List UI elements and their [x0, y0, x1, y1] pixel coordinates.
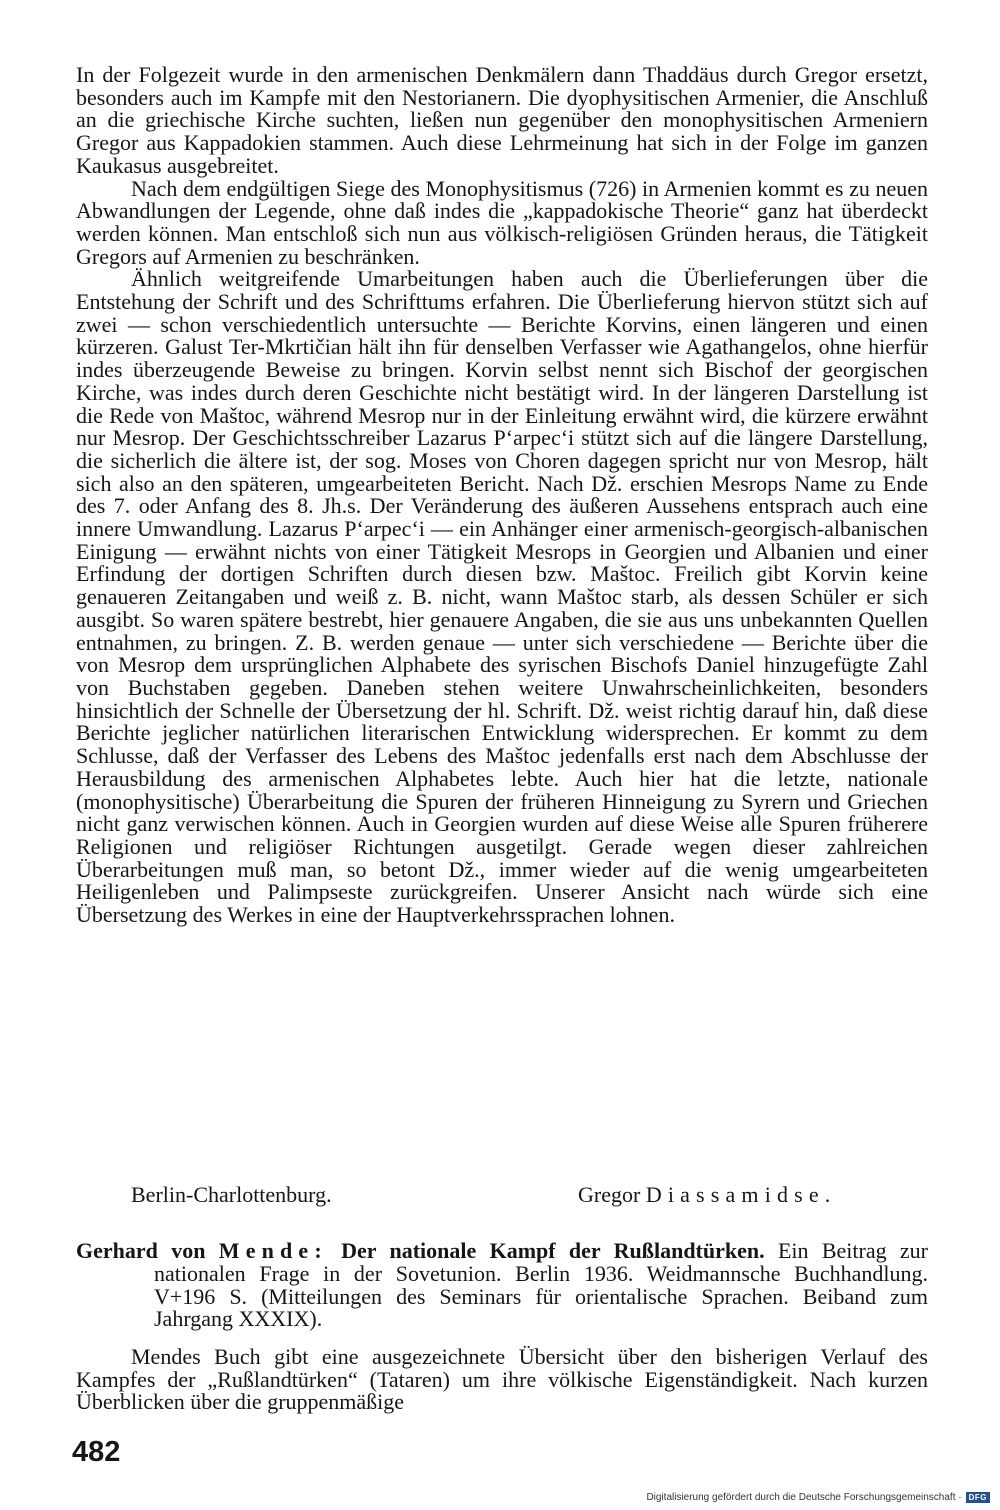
entry-author-first: Gerhard von [76, 1238, 206, 1263]
dfg-logo: DFG [966, 1492, 990, 1503]
signature-author-first: Gregor [578, 1182, 641, 1207]
page-number: 482 [72, 1436, 121, 1468]
paragraph-2: Nach dem endgültigen Siege des Monophysitismus (726) in Armenien kommt es zu neuen Abwandlungen der Legende, ohne daß indes die „kappadokische Theorie“ ganz hat überdeckt werden können. Man entschloß sich nun aus völkisch-religiösen Gründen heraus, die Tätigkeit Gregors auf Armenien zu beschränken. [76, 175, 928, 269]
signature-place: Berlin-Charlottenburg. [131, 1182, 332, 1207]
paragraph-3: Ähnlich weitgreifende Umarbeitungen haben auch die Überlieferungen über die Entstehung der Schrift und des Schrifttums erfahren. Die Überlieferung hiervon stützt sich auf zwei — schon verschiedentlich untersuchte — Berichte Korvins, einen längeren und einen kürzeren. Galust Ter-Mkrtičian hält ihn für denselben Verfasser wie Agathangelos, ohne hierfür indes überzeugende Beweise zu bringen. Korvin selbst nennt sich Bischof der georgischen Kirche, was indes durch deren Geschichte nicht bestätigt wird. In der längeren Darstellung ist die Rede von Maštoc, während Mesrop nur in der Einleitung erwähnt wird, die kürzere erwähnt nur Mesrop. Der Geschichtsschreiber Lazarus P‘arpec‘i stützt sich auf die längere Darstellung, die sicherlich die ältere ist, der sog. Moses von Choren dagegen spricht nur von Mesrop, hält sich also an den späteren, umgearbeiteten Bericht. Nach Dž. erschien Mesrops Name zu Ende des 7. oder Anfang des 8. Jh.s. Der Veränderung des äußeren Aussehens entsprach auch eine innere Umwandlung. Lazarus P‘arpec‘i — ein Anhänger einer armenisch-georgisch-albanischen Einigung — erwähnt nichts von einer Tätigkeit Mesrops in Georgien und Albanien und einer Erfindung der dortigen Schriften durch diesen bzw. Maštoc. Freilich gibt Korvin keine genaueren Zeitangaben und weiß z. B. nicht, wann Maštoc starb, als dessen Schüler er sich ausgibt. So waren spätere bestrebt, hier genauere Angaben, die sie aus uns unbekannten Quellen entnahmen, zu bringen. Z. B. werden genaue — unter sich verschiedene — Berichte über die von Mesrop dem ursprünglichen Alphabete des syrischen Bischofs Daniel hinzugefügte Zahl von Buchstaben gegeben. Daneben stehen weitere Unwahrscheinlichkeiten, besonders hinsichtlich der Schnelle der Übersetzung der hl. Schrift. Dž. weist richtig darauf hin, daß diese Berichte jeglicher natürlichen literarischen Entwicklung widersprechen. Er kommt zu dem Schlusse, daß der Verfasser des Lebens des Maštoc jedenfalls erst nach dem Abschlusse der Herausbildung des armenischen Alphabetes lebte. Auch hier hat die letzte, nationale (monophysitische) Überarbeitung die Spuren der früheren Hinneigung zu Syrern und Griechen nicht ganz verwischen können. Auch in Georgien wurden auf diese Weise alle Spuren früherere Religionen und religiöser Richtungen ausgetilgt. Gerade wegen dieser zahlreichen Überarbeitungen muß man, so betont Dž., immer wieder auf die wenig umgearbeiteten Heiligenleben und Palimpseste zurückgreifen. Unserer Ansicht nach würde sich eine Übersetzung des Werkes in eine der Hauptverkehrssprachen lohnen. [76, 266, 928, 928]
digitization-footer [646, 1490, 990, 1504]
entry-details: Ein Beitrag zur nationalen Frage in der Sovetunion. Berlin 1936. Weidmannsche Buchhandlung. V+196 S. (Mitteilungen des Seminars für orientalische Sprachen. Beiband zum Jahrgang XXXIX). [154, 1238, 928, 1332]
signature-author-last: Diassamidse. [645, 1182, 837, 1207]
entry-author-last: Mende: [218, 1238, 328, 1263]
paragraph-4: Mendes Buch gibt eine ausgezeichnete Übersicht über den bisherigen Verlauf des Kampfes der „Rußlandtürken“ (Tataren) um ihre völkische Eigenständigkeit. Nach kurzen Überblicken über die gruppenmäßige [76, 1344, 928, 1415]
signature-author [578, 1182, 836, 1208]
review-text-top [76, 64, 928, 927]
review-text-bottom [76, 1346, 928, 1414]
entry-title: Der nationale Kampf der Rußlandtürken. [341, 1238, 765, 1263]
paragraph-1: In der Folgezeit wurde in den armenischen Denkmälern dann Thaddäus durch Gregor ersetzt, besonders auch im Kampfe mit den Nestorianern. Die dyophysitischen Armenier, die Anschluß an die griechische Kirche suchten, ließen nun gegenüber den monophysitischen Armeniern Gregor aus Kappadokien stammen. Auch diese Lehrmeinung hat sich in der Folge im ganzen Kaukasus ausgebreitet. [76, 62, 928, 178]
entry-heading [76, 1240, 928, 1331]
review-signature [76, 1182, 928, 1208]
footer-text: Digitalisierung gefördert durch die Deutsche Forschungsgemeinschaft · [646, 1491, 962, 1503]
bibliographic-entry [76, 1240, 928, 1331]
